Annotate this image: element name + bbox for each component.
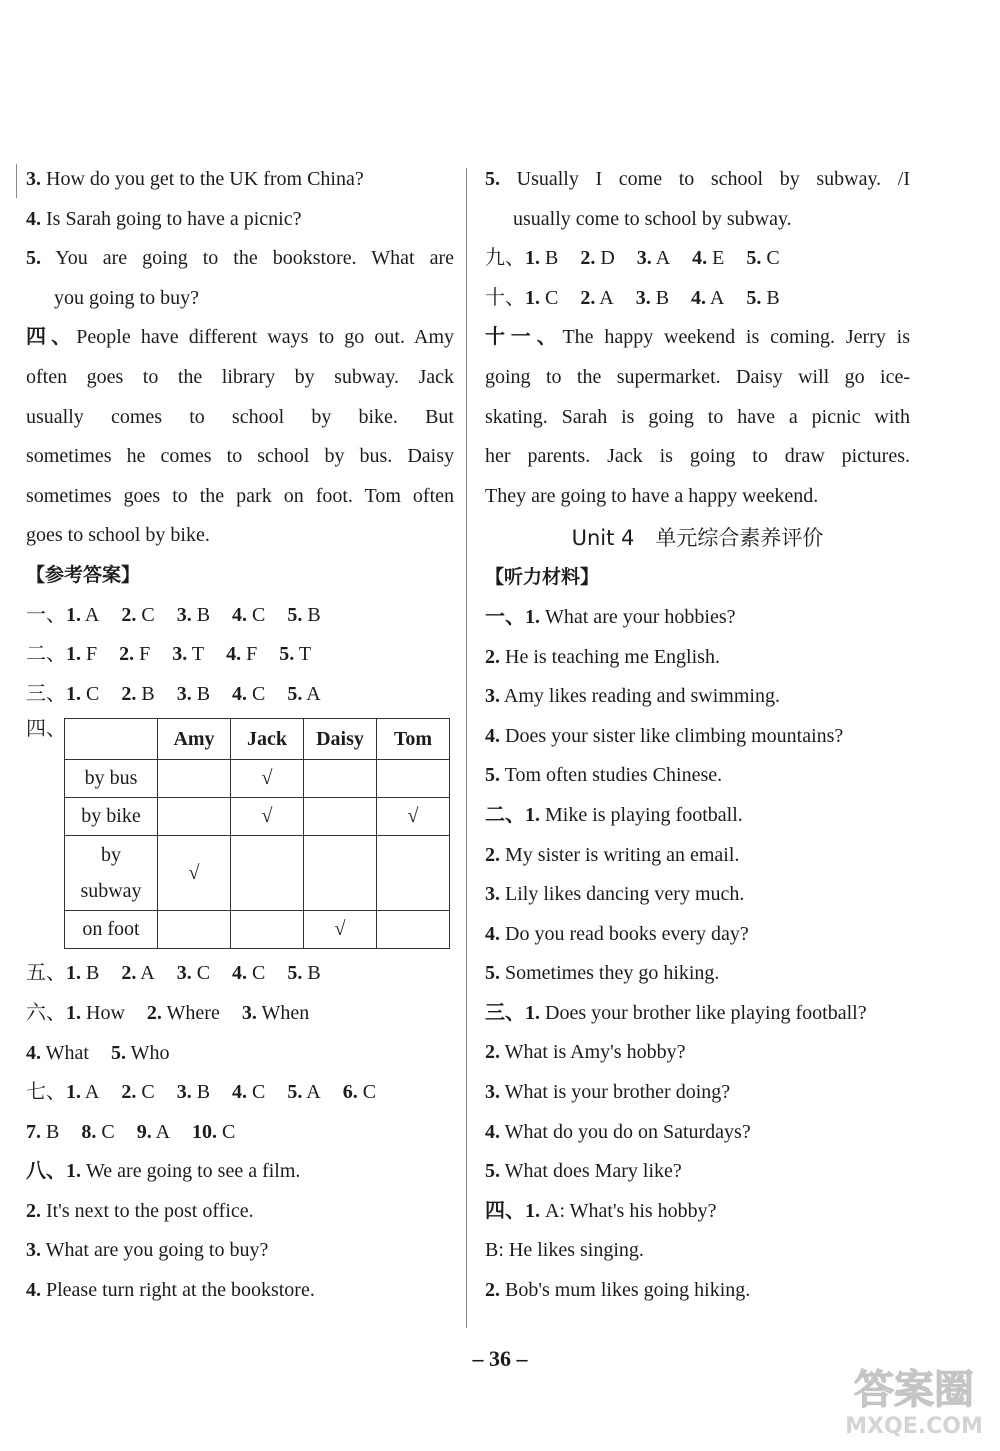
answer-row: [26, 596, 454, 636]
text-line: [485, 1152, 910, 1192]
answer-item: 4. E: [692, 247, 725, 270]
item-number: 三、1.: [485, 1001, 540, 1024]
text-line: [26, 200, 454, 240]
answer-item: 3. B: [176, 603, 211, 626]
answers-block-1: [26, 596, 454, 715]
answer-section-label: 七、: [26, 1081, 66, 1104]
text-line: [485, 1271, 910, 1311]
answer-section-label: 九、: [485, 247, 525, 270]
item-number: 四、: [26, 326, 77, 349]
answer-item: 1. A: [66, 1081, 100, 1104]
item-number: 3.: [485, 1081, 500, 1104]
item-text: her parents. Jack is going to draw pictures.: [485, 445, 910, 468]
table-row: [65, 836, 450, 911]
answer-row: [26, 1073, 454, 1113]
text-line: [485, 200, 910, 240]
right-top-lines: [485, 160, 910, 239]
text-line: [485, 598, 910, 638]
text-line: [26, 318, 454, 358]
item-text: You are going to the bookstore. What are: [41, 247, 454, 270]
column-divider: [466, 168, 467, 1328]
text-line: [485, 477, 910, 517]
section-eleven-lines: [485, 318, 910, 516]
table-cell: [304, 760, 377, 798]
text-line: [485, 796, 910, 836]
check-mark-cell: √: [231, 798, 304, 836]
answer-item: 3. B: [176, 682, 211, 705]
text-line: [485, 756, 910, 796]
item-number: 4.: [485, 922, 500, 945]
item-text: He is teaching me English.: [500, 645, 720, 668]
answer-item: 1. C: [525, 286, 559, 309]
answer-item: 4. C: [232, 603, 266, 626]
left-question-lines: [26, 160, 454, 556]
table-header: Tom: [377, 719, 450, 760]
section-eight-lines: [26, 1152, 454, 1310]
answer-item: 5. T: [279, 643, 312, 666]
text-line: [485, 318, 910, 358]
text-line: [485, 160, 910, 200]
text-line: [485, 1113, 910, 1153]
item-text: Please turn right at the bookstore.: [41, 1279, 315, 1302]
text-line: [26, 1192, 454, 1232]
answer-item: 3. When: [241, 1001, 310, 1024]
answer-item: 4. C: [232, 1081, 266, 1104]
answer-item: 2. D: [580, 247, 615, 270]
item-text: A: What's his hobby?: [540, 1199, 717, 1222]
item-number: 5.: [485, 1160, 500, 1183]
answer-item: 2. C: [121, 1081, 155, 1104]
table-header: Daisy: [304, 719, 377, 760]
table-cell: [304, 836, 377, 911]
text-line: [26, 437, 454, 477]
answer-item: 2. A: [580, 286, 614, 309]
row-header: by subway: [65, 836, 158, 911]
answer-item: 1. B: [66, 962, 100, 985]
row-header: by bus: [65, 760, 158, 798]
answer-item: 3. T: [172, 643, 205, 666]
item-text: They are going to have a happy weekend.: [485, 484, 819, 507]
text-line: [485, 1033, 910, 1073]
item-number: 2.: [485, 645, 500, 668]
item-text: often goes to the library by subway. Jack: [26, 365, 454, 388]
answer-item: 10. C: [192, 1120, 236, 1143]
text-line: [485, 875, 910, 915]
answer-item: 8. C: [81, 1120, 115, 1143]
text-line: [485, 638, 910, 678]
answer-row: [26, 1034, 454, 1074]
item-number: 5.: [485, 168, 500, 190]
row-header: by bike: [65, 798, 158, 836]
text-line: [485, 437, 910, 477]
page-number: – 36 –: [472, 1346, 528, 1371]
text-line: [26, 516, 454, 556]
item-text: usually comes to school by bike. But: [26, 405, 454, 428]
answer-item: 4. C: [232, 682, 266, 705]
text-line: [485, 1073, 910, 1113]
item-number: 2.: [485, 843, 500, 866]
item-text: sometimes goes to the park on foot. Tom often: [26, 484, 454, 507]
answer-section-label: 三、: [26, 682, 66, 705]
answer-item: 7. B: [26, 1120, 60, 1143]
table-cell: [377, 911, 450, 949]
item-number: 3.: [26, 1239, 41, 1262]
answer-item: 1. B: [525, 247, 559, 270]
text-line: [26, 239, 454, 279]
answer-item: 2. C: [121, 603, 155, 626]
item-number: 4.: [26, 1279, 41, 1302]
item-text: sometimes he comes to school by bus. Daisy: [26, 445, 454, 468]
answer-item: 1. A: [66, 603, 100, 626]
item-number: 3.: [485, 685, 500, 708]
answer-item: 5. C: [746, 247, 780, 270]
answer-row: [26, 635, 454, 675]
table-cell: [158, 911, 231, 949]
answer-item: 5. B: [746, 286, 780, 309]
item-number: 一、1.: [485, 605, 540, 628]
unit-title: Unit 4 单元综合素养评价: [571, 526, 824, 551]
item-text: What is Amy's hobby?: [500, 1041, 686, 1064]
answer-item: 6. C: [342, 1081, 377, 1104]
table-row: [65, 760, 450, 798]
table-label: 四、: [26, 718, 66, 741]
table-header: Jack: [231, 719, 304, 760]
table-row: [65, 911, 450, 949]
item-text: you going to buy?: [54, 286, 199, 309]
text-line: [26, 1271, 454, 1311]
table-header: Amy: [158, 719, 231, 760]
answers-block-2: [26, 954, 454, 1152]
item-number: 十一、: [485, 326, 563, 349]
table-corner: [65, 719, 158, 760]
item-text: Does your sister like climbing mountains?: [500, 724, 844, 747]
text-line: [485, 836, 910, 876]
table-cell: [231, 836, 304, 911]
table-cell: [158, 760, 231, 798]
item-text: skating. Sarah is going to have a picnic with: [485, 405, 910, 428]
item-number: 2.: [485, 1041, 500, 1064]
text-line: [485, 398, 910, 438]
answer-row: [26, 1113, 454, 1153]
answer-item: 3. B: [635, 286, 670, 309]
answer-item: 1. How: [66, 1001, 125, 1024]
answer-row: [26, 675, 454, 715]
check-mark-cell: √: [158, 836, 231, 911]
item-number: 4.: [26, 207, 41, 230]
item-number: 八、1.: [26, 1160, 81, 1183]
table-cell: [231, 911, 304, 949]
answer-row: [485, 279, 910, 319]
answer-table-block: [26, 714, 454, 954]
watermark-bottom-text: MXQE.COM: [847, 1414, 982, 1439]
item-text: Usually I come to school by subway. /I: [500, 168, 910, 190]
answer-item: 4. What: [26, 1041, 89, 1064]
check-mark-cell: √: [231, 760, 304, 798]
table-cell: [377, 836, 450, 911]
answer-item: 3. C: [176, 962, 211, 985]
item-text: Bob's mum likes going hiking.: [500, 1279, 751, 1302]
item-number: 4.: [485, 724, 500, 747]
item-text: What is your brother doing?: [500, 1081, 731, 1104]
listening-lines: [485, 598, 910, 1311]
table-cell: [377, 760, 450, 798]
item-number: 四、1.: [485, 1199, 540, 1222]
answer-item: 2. B: [121, 682, 155, 705]
table-cell: [304, 798, 377, 836]
item-text: We are going to see a film.: [81, 1160, 301, 1183]
right-column: [485, 160, 910, 1311]
text-line: [485, 994, 910, 1034]
item-text: Amy likes reading and swimming.: [500, 685, 780, 708]
left-column: [26, 160, 454, 1311]
answer-item: 3. B: [176, 1081, 211, 1104]
answer-item: 3. A: [636, 247, 671, 270]
item-text: Sometimes they go hiking.: [500, 962, 720, 985]
answer-item: 5. B: [287, 962, 321, 985]
item-text: Mike is playing football.: [540, 803, 743, 826]
text-line: [485, 358, 910, 398]
item-text: Is Sarah going to have a picnic?: [41, 207, 302, 230]
answer-item: 2. F: [119, 643, 151, 666]
answer-item: 1. F: [66, 643, 98, 666]
item-number: 3.: [485, 883, 500, 906]
item-text: The happy weekend is coming. Jerry is: [562, 326, 910, 349]
answer-item: 1. C: [66, 682, 100, 705]
answer-section-label: 五、: [26, 962, 66, 985]
answer-item: 5. Who: [110, 1041, 170, 1064]
item-text: What are you going to buy?: [41, 1239, 269, 1262]
answer-heading: 【参考答案】: [26, 563, 141, 586]
answer-item: 5. B: [287, 603, 321, 626]
text-line: [26, 477, 454, 517]
item-text: What does Mary like?: [500, 1160, 682, 1183]
row-header: on foot: [65, 911, 158, 949]
answer-item: 2. Where: [146, 1001, 220, 1024]
item-number: 2.: [26, 1199, 41, 1222]
item-number: 5.: [26, 247, 41, 270]
listening-heading: 【听力材料】: [485, 566, 600, 589]
answer-item: 5. A: [287, 682, 321, 705]
left-margin-rule: [16, 164, 17, 198]
watermark-top-text: 答案圈: [854, 1367, 974, 1413]
item-number: 二、1.: [485, 803, 540, 826]
item-text: goes to school by bike.: [26, 524, 210, 547]
answer-item: 2. A: [121, 962, 155, 985]
text-line: [26, 279, 454, 319]
table-row: [65, 798, 450, 836]
answer-item: 4. F: [226, 643, 258, 666]
right-answers: [485, 239, 910, 318]
answer-row: [26, 994, 454, 1034]
answer-item: 5. A: [287, 1081, 321, 1104]
item-text: going to the supermarket. Daisy will go ice-: [485, 365, 910, 388]
answer-section-label: 十、: [485, 286, 525, 309]
text-line: [26, 398, 454, 438]
answer-section-label: 六、: [26, 1001, 66, 1024]
item-text: Do you read books every day?: [500, 922, 749, 945]
item-text: It's next to the post office.: [41, 1199, 254, 1222]
answer-row: [485, 239, 910, 279]
item-text: How do you get to the UK from China?: [41, 168, 364, 190]
check-mark-cell: √: [304, 911, 377, 949]
text-line: [26, 160, 454, 200]
item-text: B: He likes singing.: [485, 1239, 644, 1262]
answer-row: [26, 954, 454, 994]
item-text: People have different ways to go out. Amy: [76, 326, 454, 349]
item-number: 3.: [26, 168, 41, 190]
item-text: My sister is writing an email.: [500, 843, 740, 866]
text-line: [485, 1192, 910, 1232]
answer-table: [64, 718, 450, 949]
table-cell: [158, 798, 231, 836]
item-text: Tom often studies Chinese.: [500, 764, 723, 787]
answer-section-label: 二、: [26, 643, 66, 666]
item-number: 5.: [485, 962, 500, 985]
text-line: [485, 954, 910, 994]
watermark-logo: [847, 1361, 982, 1441]
item-text: What do you do on Saturdays?: [500, 1120, 751, 1143]
text-line: [26, 1152, 454, 1192]
text-line: [485, 1231, 910, 1271]
item-text: Lily likes dancing very much.: [500, 883, 745, 906]
answer-item: 4. A: [691, 286, 725, 309]
text-line: [485, 915, 910, 955]
text-line: [26, 358, 454, 398]
item-text: What are your hobbies?: [540, 605, 736, 628]
answer-item: 4. C: [232, 962, 266, 985]
text-line: [485, 677, 910, 717]
item-number: 5.: [485, 764, 500, 787]
text-line: [485, 717, 910, 757]
item-text: usually come to school by subway.: [513, 207, 792, 230]
item-text: Does your brother like playing football?: [540, 1001, 867, 1024]
text-line: [26, 1231, 454, 1271]
check-mark-cell: √: [377, 798, 450, 836]
answer-section-label: 一、: [26, 603, 66, 626]
item-number: 4.: [485, 1120, 500, 1143]
item-number: 2.: [485, 1279, 500, 1302]
answer-item: 9. A: [136, 1120, 171, 1143]
